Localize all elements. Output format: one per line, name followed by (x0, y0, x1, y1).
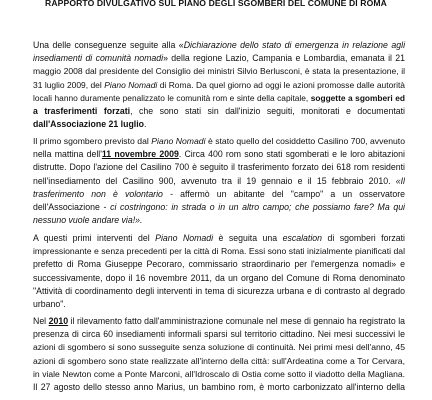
document-title: RAPPORTO DIVULGATIVO SUL PIANO DEGLI SGOMBERI DEL COMUNE DI ROMA (45, 0, 387, 8)
text-line: in viale Newton come a Ponte Marconi, all'Idroscalo di Ostia come sotto il viadotto della Magliana. (33, 368, 405, 379)
text-line: distrutte. Dopo l'azione del Casilino 700 è seguito il trasferimento forzato dei 618 rom residenti (33, 162, 405, 173)
text-line: impressionante e senza precedenti per la città di Roma. Essi sono stati inizialmente pianificati dal (33, 246, 405, 257)
text-line: insediamenti di comunità nomadi» della regione Lazio, Campania e Lombardia, emanata il 21 (33, 53, 406, 64)
text-line: Il primo sgombero previsto dal Piano Nomadi è stato quello del cosiddetto Casilino 700, avvenuto (33, 136, 405, 146)
paragraph-1 (33, 39, 405, 131)
text-line: trasferimento non è volontario - affermò un abitante del "campo" a un osservatore (33, 188, 406, 199)
paragraph-2 (33, 135, 405, 227)
text-line: dell'Associazione - ci costringono: in strada o in un altro campo; che possiamo fare? Ma qui (33, 202, 406, 213)
paragraph-4 (33, 315, 405, 394)
text-line: azioni di sgombero sono state realizzate all'interno della città: sull'Ardeatina come a Tor Cervara, (33, 355, 405, 366)
text-line: dall'Associazione 21 luglio. (33, 119, 147, 130)
text-line: nella mattina dell'11 novembre 2009. Circa 400 rom sono stati sgomberati e le loro abitazioni (33, 149, 405, 160)
text-line: Nel 2010 il rilevamento fatto dall'amministrazione comunale nel mese di gennaio ha registrato la (33, 316, 406, 326)
text-line: 31 luglio 2009, del Piano Nomadi di Roma. Da quel giorno ad oggi le azioni promosse dalle autorità (33, 79, 406, 90)
text-line: "Attività di coordinamento degli interventi in tema di sicurezza urbana e di contrasto al degrado (33, 285, 405, 296)
text-line: successivamente, dopo il 16 novembre 2011, da un organo del Comune di Roma denominato (33, 272, 405, 283)
text-line: Il 27 agosto dello stesso anno Marius, un bambino rom, è morto carbonizzato all'interno della (33, 382, 405, 393)
paragraph-3 (33, 232, 405, 311)
text-line: A questi primi interventi del Piano Nomadi è seguita una escalation di sgomberi forzati (33, 233, 405, 243)
text-line: nessuno vuole andare via!». (33, 215, 143, 226)
text-line: a trasferimenti forzati, che sono stati sin dall'inizio seguiti, monitorati e documentati (33, 106, 405, 117)
text-line: urbano". (33, 299, 66, 310)
text-line: prefetto di Roma Giuseppe Pecoraro, commissario straordinario per l'emergenza nomadi» e (33, 259, 405, 270)
text-line: presenza di circa 60 insediamenti informali sparsi sul territorio cittadino. Nei mesi successivi le (33, 329, 405, 340)
text-line: locali hanno duramente penalizzato le comunità rom e sinte della capitale, soggette a sgomberi ed (33, 92, 405, 103)
text-line: nell'insediamento del Casilino 900, avvenuto tra il 19 gennaio e il 15 febbraio 2010. «Il (33, 175, 405, 186)
text-line: azioni di sgombero si sono susseguite senza soluzione di continuità. Nei primi mesi dell'anno, 45 (33, 342, 405, 353)
text-line: Una delle conseguenze seguite alla «Dichiarazione dello stato di emergenza in relazione agli (33, 40, 406, 50)
text-line: maggio 2008 dal presidente del Consiglio dei ministri Silvio Berlusconi, è stata la presentazione, il (33, 66, 405, 77)
